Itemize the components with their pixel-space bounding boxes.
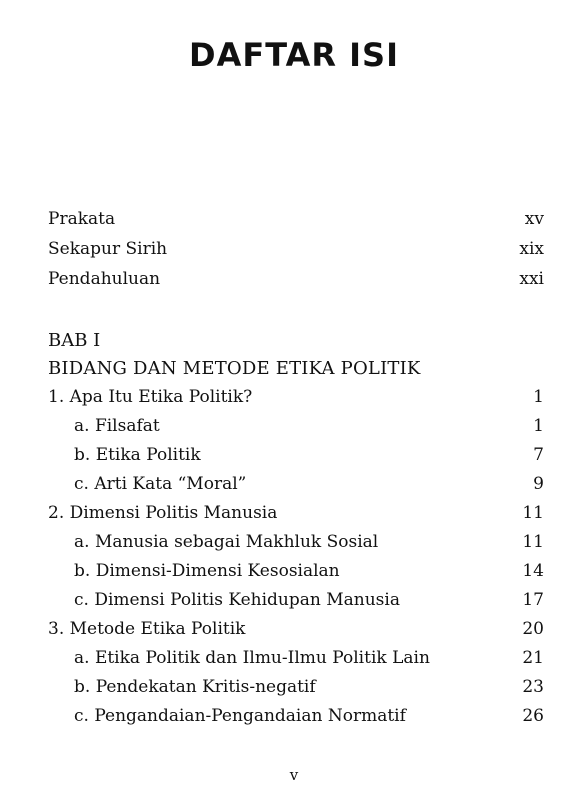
- toc-subsection-entry[interactable]: [48, 703, 544, 729]
- toc-section-entry[interactable]: [48, 500, 544, 526]
- toc-entry-label: a. Etika Politik dan Ilmu-Ilmu Politik Lain: [74, 648, 430, 668]
- toc-entry-label: Prakata: [48, 209, 116, 229]
- toc-entry-label: a. Filsafat: [74, 416, 160, 436]
- chapter-number: BAB I: [48, 330, 101, 351]
- page-title: DAFTAR ISI: [189, 36, 399, 74]
- toc-subsection-entry[interactable]: [48, 413, 544, 439]
- toc-entry-page: xix: [519, 239, 544, 259]
- toc-entry-page: 17: [522, 590, 544, 610]
- toc-entry-page: 11: [522, 503, 544, 523]
- toc-entry-prakata[interactable]: [48, 206, 544, 232]
- toc-entry-page: 1: [533, 387, 544, 407]
- toc-subsection-entry[interactable]: [48, 529, 544, 555]
- page-number: v: [289, 766, 299, 784]
- toc-subsection-entry[interactable]: [48, 558, 544, 584]
- toc-entry-page: 23: [522, 677, 544, 697]
- toc-entry-label: Pendahuluan: [48, 269, 161, 289]
- toc-subsection-entry[interactable]: [48, 674, 544, 700]
- toc-entry-page: 9: [533, 474, 544, 494]
- toc-entry-label: b. Etika Politik: [74, 445, 201, 465]
- toc-entry-label: c. Arti Kata “Moral”: [74, 474, 247, 494]
- toc-entry-page: 14: [522, 561, 544, 581]
- toc-entry-page: 26: [522, 706, 544, 726]
- toc-subsection-entry[interactable]: [48, 645, 544, 671]
- toc-entry-page: 20: [522, 619, 544, 639]
- toc-entry-label: 2. Dimensi Politis Manusia: [48, 503, 278, 523]
- toc-entry-page: 1: [533, 416, 544, 436]
- toc-entry-label: c. Dimensi Politis Kehidupan Manusia: [74, 590, 400, 610]
- toc-entry-label: c. Pengandaian-Pengandaian Normatif: [74, 706, 406, 726]
- toc-subsection-entry[interactable]: [48, 471, 544, 497]
- toc-entry-label: b. Dimensi-Dimensi Kesosialan: [74, 561, 340, 581]
- toc-entry-page: 7: [533, 445, 544, 465]
- toc-subsection-entry[interactable]: [48, 587, 544, 613]
- toc-entry-label: Sekapur Sirih: [48, 239, 168, 259]
- toc-entry-label: 1. Apa Itu Etika Politik?: [48, 387, 253, 407]
- chapter-title: BIDANG DAN METODE ETIKA POLITIK: [48, 358, 421, 379]
- toc-entry-label: a. Manusia sebagai Makhluk Sosial: [74, 532, 379, 552]
- toc-section-entry[interactable]: [48, 384, 544, 410]
- toc-section-entry[interactable]: [48, 616, 544, 642]
- toc-entry-sekapur-sirih[interactable]: [48, 236, 544, 262]
- toc-entry-label: 3. Metode Etika Politik: [48, 619, 246, 639]
- toc-subsection-entry[interactable]: [48, 442, 544, 468]
- toc-entry-page: 21: [522, 648, 544, 668]
- toc-entry-page: 11: [522, 532, 544, 552]
- toc-entry-page: xv: [524, 209, 544, 229]
- toc-entry-pendahuluan[interactable]: [48, 266, 544, 292]
- toc-entry-page: xxi: [519, 269, 544, 289]
- toc-entry-label: b. Pendekatan Kritis-negatif: [74, 677, 316, 697]
